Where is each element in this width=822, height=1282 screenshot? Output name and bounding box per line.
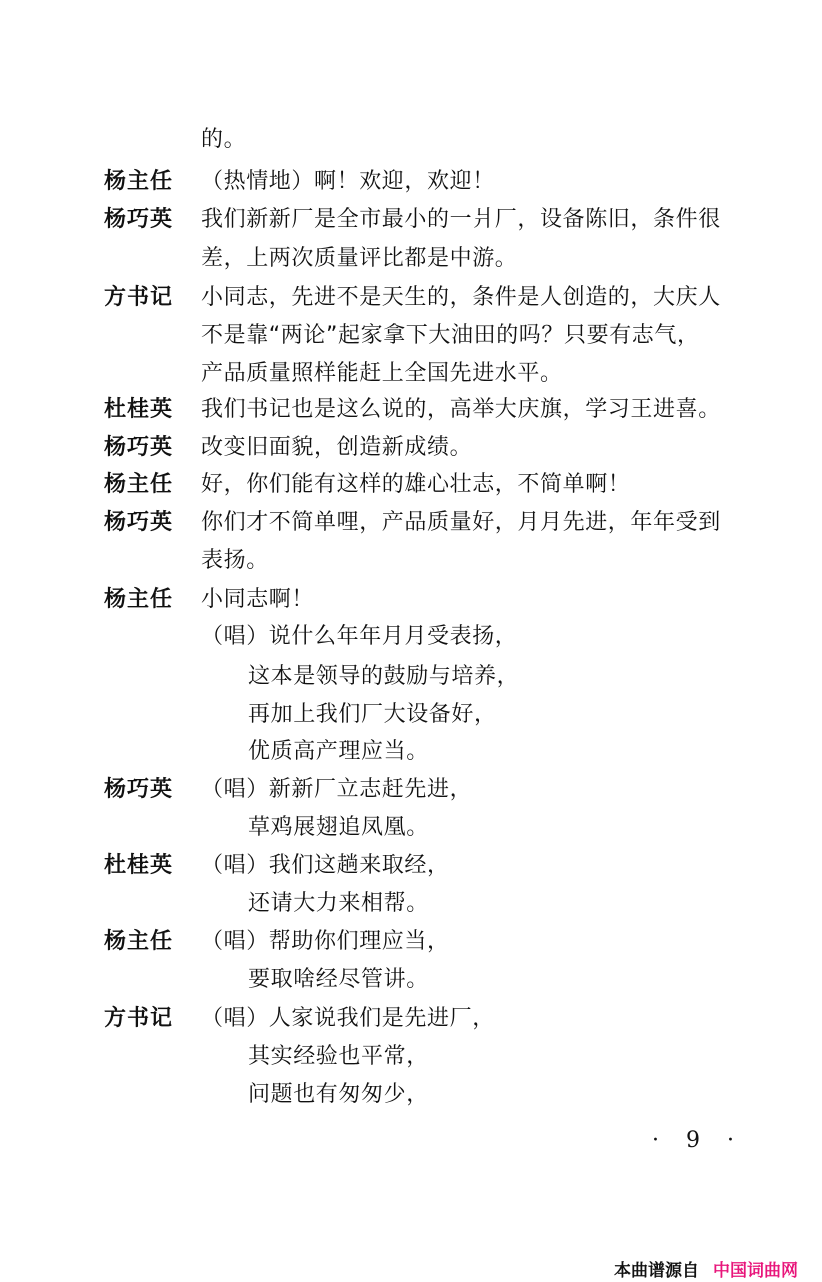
dialogue-line xyxy=(0,1042,822,1072)
dialogue-text: 不是靠“两论”起家拿下大油田的吗？只要有志气， xyxy=(201,323,700,348)
dialogue-text: 问题也有匆匆少， xyxy=(248,1082,429,1107)
source-footer xyxy=(614,1256,798,1281)
speaker-name: 杨主任 xyxy=(104,929,174,954)
dialogue-text: 其实经验也平常， xyxy=(248,1044,429,1069)
dialogue-text: （唱）帮助你们理应当， xyxy=(201,929,450,954)
speaker-name: 杨主任 xyxy=(104,472,174,497)
dialogue-text: 我们新新厂是全市最小的一爿厂，设备陈旧，条件很 xyxy=(201,207,721,232)
dialogue-line xyxy=(0,1004,822,1034)
page-number: · 9 · xyxy=(652,1128,744,1153)
dialogue-text: （唱）新新厂立志赶先进， xyxy=(201,777,473,802)
dialogue-line xyxy=(0,470,822,500)
dialogue-line xyxy=(0,283,822,313)
dialogue-line xyxy=(0,965,822,995)
dialogue-line xyxy=(0,889,822,919)
speaker-name: 杨巧英 xyxy=(104,510,174,535)
dialogue-text: 改变旧面貌，创造新成绩。 xyxy=(201,435,473,460)
dialogue-line xyxy=(0,205,822,235)
dialogue-text: 产品质量照样能赶上全国先进水平。 xyxy=(201,361,563,386)
dialogue-line xyxy=(0,927,822,957)
speaker-name: 杜桂英 xyxy=(104,397,174,422)
dialogue-line xyxy=(0,662,822,692)
dialogue-line xyxy=(0,359,822,389)
dialogue-text: （唱）人家说我们是先进厂， xyxy=(201,1006,495,1031)
dialogue-line xyxy=(0,851,822,881)
speaker-name: 杨巧英 xyxy=(104,207,174,232)
dialogue-line xyxy=(0,737,822,767)
dialogue-line xyxy=(0,585,822,615)
dialogue-line xyxy=(0,546,822,576)
dialogue-line xyxy=(0,244,822,274)
dialogue-text: 小同志，先进不是天生的，条件是人创造的，大庆人 xyxy=(201,285,721,310)
dialogue-text: 要取啥经尽管讲。 xyxy=(248,967,429,992)
dialogue-text: 还请大力来相帮。 xyxy=(248,891,429,916)
dialogue-text: 表扬。 xyxy=(201,548,269,573)
speaker-name: 杨巧英 xyxy=(104,435,174,460)
speaker-name: 方书记 xyxy=(104,285,174,310)
dialogue-line xyxy=(0,622,822,652)
dialogue-text: 你们才不简单哩，产品质量好，月月先进，年年受到 xyxy=(201,510,721,535)
dialogue-text: （唱）说什么年年月月受表扬， xyxy=(201,624,518,649)
dialogue-text: 这本是领导的鼓励与培养， xyxy=(248,664,520,689)
dialogue-text: 好，你们能有这样的雄心壮志，不简单啊！ xyxy=(201,472,631,497)
dialogue-line xyxy=(0,508,822,538)
dialogue-line xyxy=(0,813,822,843)
dialogue-line xyxy=(0,167,822,197)
dialogue-line xyxy=(0,700,822,730)
dialogue-line xyxy=(0,775,822,805)
speaker-name: 杨巧英 xyxy=(104,777,174,802)
dialogue-line xyxy=(0,395,822,425)
dialogue-line xyxy=(0,125,822,155)
dialogue-text: （唱）我们这趟来取经， xyxy=(201,853,450,878)
speaker-name: 杜桂英 xyxy=(104,853,174,878)
dialogue-text: 的。 xyxy=(201,127,247,152)
site-name[interactable]: 中国词曲网 xyxy=(713,1261,798,1281)
source-label: 本曲谱源自 xyxy=(614,1261,699,1281)
speaker-name: 杨主任 xyxy=(104,587,174,612)
dialogue-text: （热情地）啊！欢迎，欢迎！ xyxy=(201,169,495,194)
dialogue-text: 差，上两次质量评比都是中游。 xyxy=(201,246,518,271)
dialogue-line xyxy=(0,321,822,351)
dialogue-line xyxy=(0,433,822,463)
dialogue-text: 草鸡展翅追凤凰。 xyxy=(248,815,429,840)
dialogue-text: 我们书记也是这么说的，高举大庆旗，学习王进喜。 xyxy=(201,397,721,422)
dialogue-text: 再加上我们厂大设备好， xyxy=(248,702,497,727)
speaker-name: 方书记 xyxy=(104,1006,174,1031)
dialogue-line xyxy=(0,1080,822,1110)
dialogue-text: 小同志啊！ xyxy=(201,587,315,612)
dialogue-text: 优质高产理应当。 xyxy=(248,739,429,764)
speaker-name: 杨主任 xyxy=(104,169,174,194)
